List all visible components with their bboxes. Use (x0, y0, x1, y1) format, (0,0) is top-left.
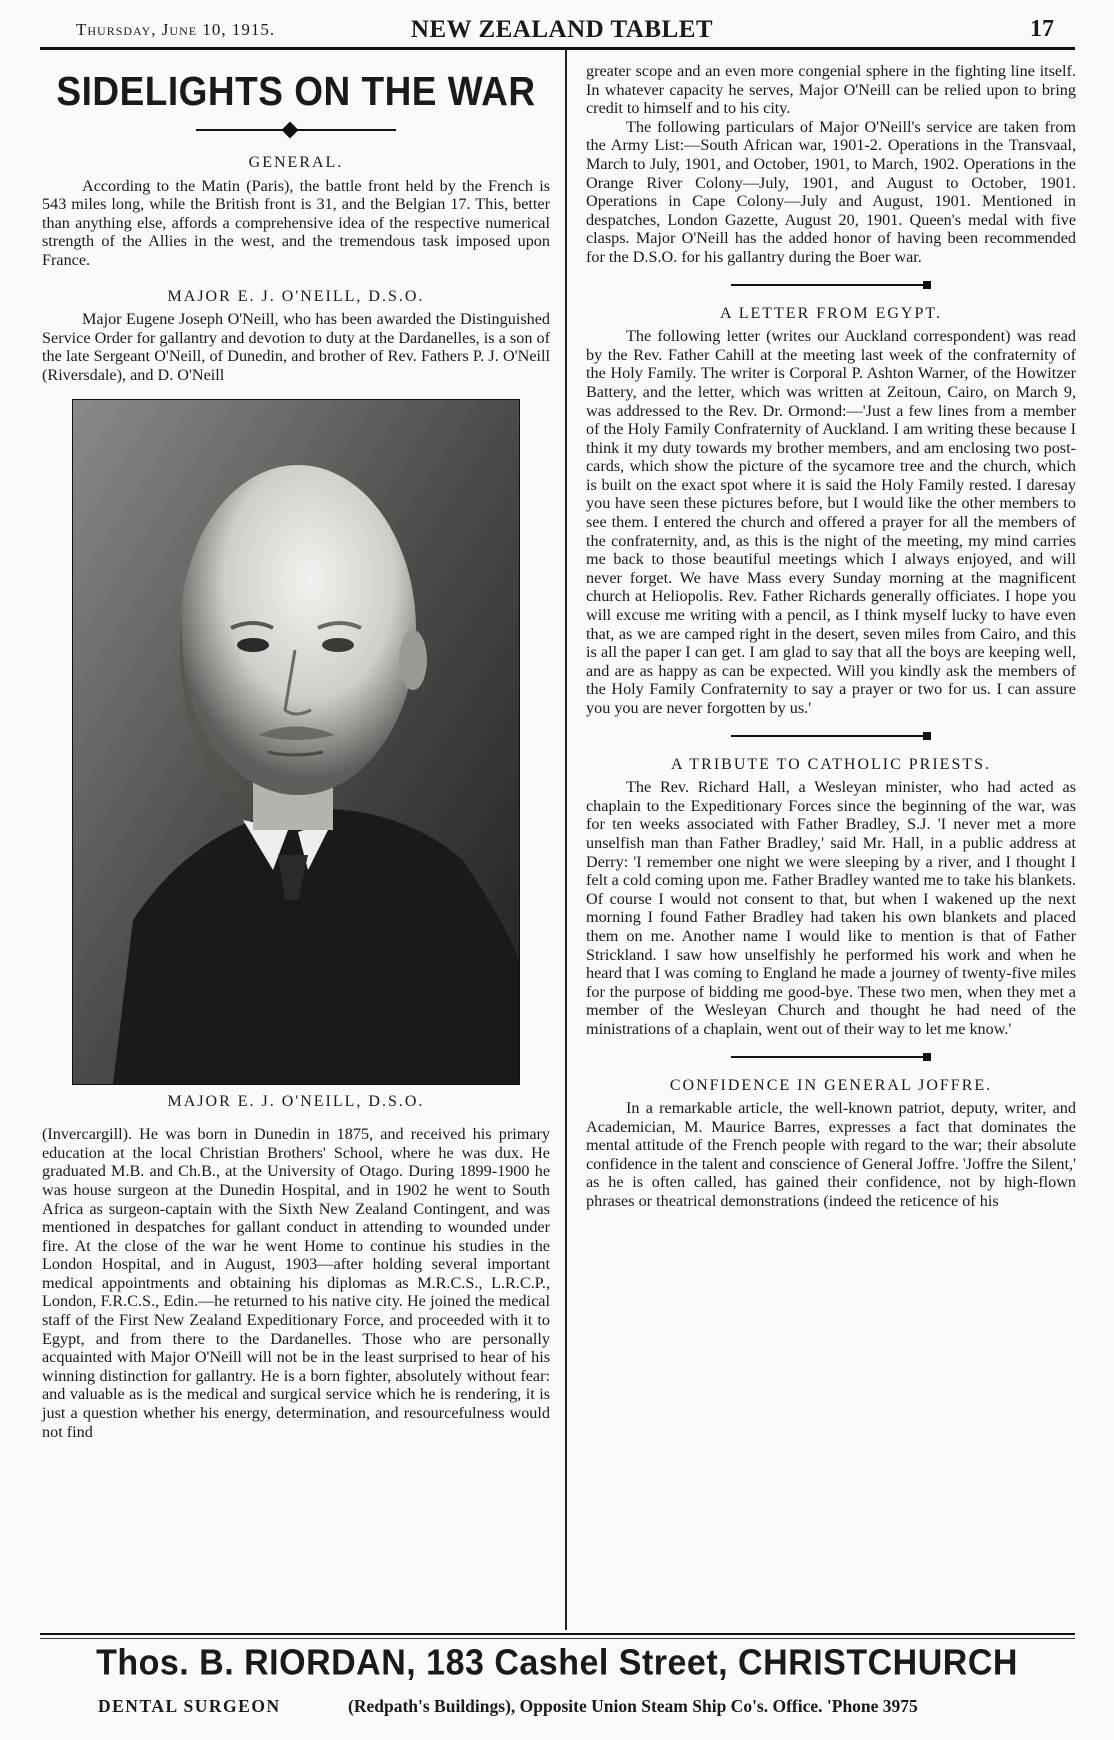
right-column (586, 62, 1076, 1211)
advert-role: DENTAL SURGEON (98, 1696, 281, 1716)
oneill-paragraph-2: (Invercargill). He was born in Dunedin in 1875, and received his primary education at the local Christian Brothers' School, where he was dux. He graduated M.B. and Ch.B., at the University of Otago. During 1899-1900 he was house surgeon at the Dunedin Hospital, and in 1902 he went to South Africa as surgeon-captain with the Sixth New Zealand Contingent, and was mentioned in despatches for gallant conduct in attending to wounded under fire. At the close of the war he went Home to continue his studies in the London Hospital, and in August, 1903—after holding several important medical appointments and obtaining his diplomas as M.R.C.S., L.R.C.P., London, F.R.C.S., Edin.—he returned to his native city. He joined the medical staff of the First New Zealand Expeditionary Force, and proceeded with it to Egypt, and from there to the Dardanelles. Those who are personally acquainted with Major O'Neill will not be in the least surprised to hear of his winning distinction for gallantry. He is a born fighter, absolutely without fear: and valuable as is the medical and surgical service which he is rendering, it is just a question whether his energy, determination, and resourcefulness would not find (42, 1125, 550, 1441)
oneill-heading: MAJOR E. J. O'NEILL, D.S.O. (167, 287, 425, 305)
header-rule (40, 47, 1075, 50)
section-divider-3 (731, 1053, 931, 1061)
general-paragraph: According to the Matin (Paris), the battle front held by the French is 543 miles long, while the British front is 31, and the Belgian 17. This, better than anything else, affords a comprehensive idea of the respective numerical strength of the Allies in the west, and the tremendous task imposed upon France. (42, 176, 550, 269)
page-number: 17 (1030, 16, 1054, 42)
header-date: Thursday, June 10, 1915. (76, 20, 276, 39)
page-header (62, 14, 1062, 48)
tribute-paragraph: The Rev. Richard Hall, a Wesleyan minister, who had acted as chaplain to the Expeditionary Forces since the beginning of the war, was for ten weeks associated with Father Bradley, S.J. 'I never met a more unselfish man than Father Bradley,' said Mr. Hall, in a public address at Derry: 'I remember one night we were sleeping by a river, and I thought I felt a cold coming upon me. Father Bradley wanted me to take his blankets. Of course I would not consent to that, but when I wakened up the next morning I found Father Bradley had taken his own blankets and placed them on me. Another name I would like to mention is that of Father Strickland. I saw how unselfishly he performed his work and when he heard that I was coming to England he made a journey of twenty-five miles for the purpose of bidding me good-bye. These two men, when they met a member of the Wesleyan Church and thought he had need of the ministrations of a chaplain, went out of their way to let me know.' (586, 778, 1076, 1038)
general-heading: GENERAL. (248, 154, 344, 171)
advert-details: (Redpath's Buildings), Opposite Union Steam Ship Co's. Office. 'Phone 3975 (348, 1696, 918, 1716)
heading-ornament (196, 124, 396, 136)
oneill-paragraph-1: Major Eugene Joseph O'Neill, who has been awarded the Distinguished Service Order for gallantry and devotion to duty at the Dardanelles, is a son of the late Sergeant O'Neill, of Dunedin, and brother of Rev. Fathers P. J. O'Neill (Riversdale), and D. O'Neill (42, 310, 550, 384)
header-title: NEW ZEALAND TABLET (410, 16, 714, 43)
portrait-illustration (73, 400, 519, 1084)
oneill-paragraph-4: The following particulars of Major O'Neill's service are taken from the Army List:—South African war, 1901-2. Operations in the Transvaal, March to July, 1901, and October, 1901, to March, 1902. Operations in the Orange River Colony—July, 1901, and August to October, 1901. Operations in Cape Colony—July and August, 1901. Mentioned in despatches, London Gazette, August 20, 1901. Queen's medal with five clasps. Major O'Neill has the added honor of having been recommended for the D.S.O. for his gallantry during the Boer war. (586, 117, 1076, 266)
joffre-paragraph: In a remarkable article, the well-known patriot, deputy, writer, and Academician, M. Maurice Barres, expresses a fact that dominates the mental attitude of the French people with regard to the war; their absolute confidence in the talent and conscience of General Joffre. 'Joffre the Silent,' as he is often called, has gained their confidence, not by high-flown phrases or theatrical demonstrations (indeed the reticence of his (586, 1099, 1076, 1211)
egypt-heading: A LETTER FROM EGYPT. (720, 304, 942, 322)
advert-name: Thos. B. RIORDAN, 183 Cashel Street, CHRISTCHURCH (96, 1643, 1018, 1683)
footer-rule-thin (40, 1638, 1075, 1639)
portrait-photo (72, 399, 520, 1085)
left-column (42, 62, 550, 1441)
article-heading: SIDELIGHTS ON THE WAR (56, 68, 536, 114)
oneill-paragraph-3: greater scope and an even more congenial sphere in the fighting line itself. In whatever capacity he serves, Major O'Neill can be relied upon to bring credit to himself and to his city. (586, 62, 1076, 118)
tribute-heading: A TRIBUTE TO CATHOLIC PRIESTS. (670, 755, 992, 773)
photo-caption: MAJOR E. J. O'NEILL, D.S.O. (167, 1092, 425, 1110)
section-divider-1 (731, 281, 931, 289)
column-divider (565, 50, 567, 1630)
joffre-heading: CONFIDENCE IN GENERAL JOFFRE. (669, 1076, 993, 1094)
section-divider-2 (731, 732, 931, 740)
egypt-paragraph: The following letter (writes our Auckland correspondent) was read by the Rev. Father Cahill at the meeting last week of the confraternity of the Holy Family. The writer is Corporal P. Ashton Warner, of the Howitzer Battery, and the letter, which was written at Zeitoun, Cairo, on March 9, was addressed to the Rev. Dr. Ormond:—'Just a few lines from a member of the Holy Family Confraternity of Auckland. I am writing these because I think it my duty towards my brother members, and am enclosing two post-cards, which show the picture of the sycamore tree and the church, which is built on the exact spot where it is said the Holy Family rested. I daresay you have seen these pictures before, but I would like the other members to see them. I entered the church and offered a prayer for all the members of the confraternity, and, as this is the night of the meeting, my mind carries me back to those beautiful meetings which I always enjoyed, and will never forget. We have Mass every Sunday morning at the magnificent church at Heliopolis. Rev. Father Richards generally officiates. I hope you will excuse me writing with a pencil, as I think myself lucky to have even that, as we are camped right in the desert, seven miles from Cairo, and this is all the paper I can get. I am glad to say that all the boys are keeping well, and are as happy as can be expected. Will you kindly ask the members of the Holy Family Confraternity to say a prayer or two for us. I can assure you you are never forgotten by us.' (586, 327, 1076, 717)
footer-rule (40, 1633, 1075, 1635)
